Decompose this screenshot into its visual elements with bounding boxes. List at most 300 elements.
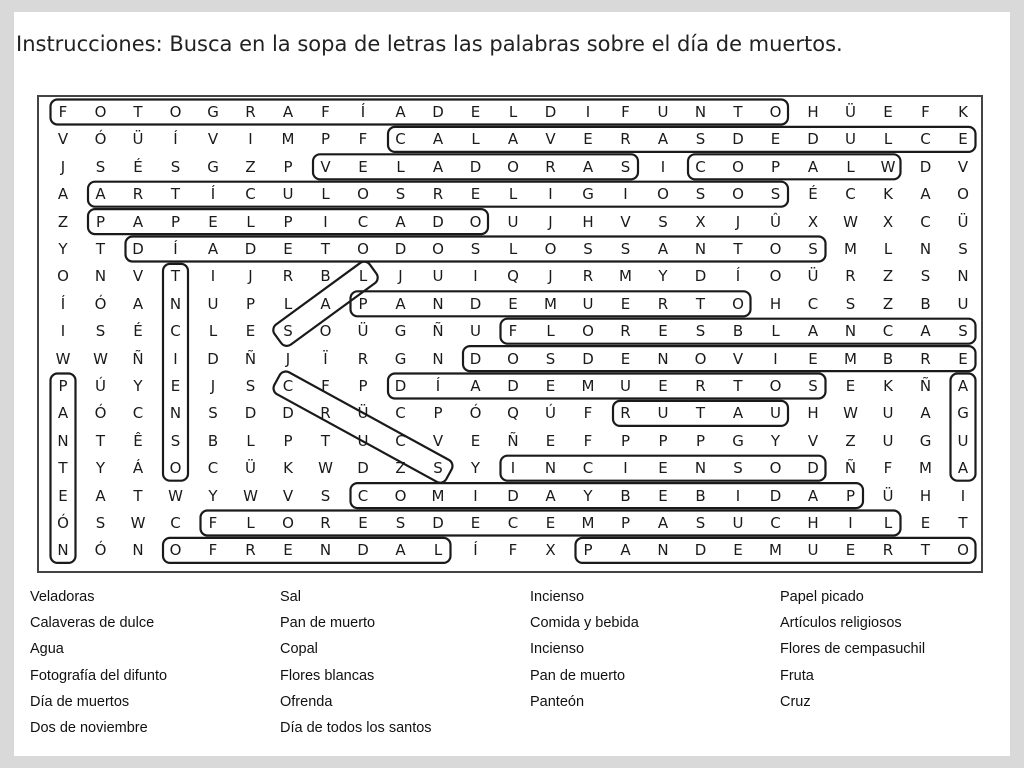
grid-letter: N [432, 294, 444, 313]
grid-letter: B [732, 322, 744, 341]
grid-letter: D [432, 514, 444, 532]
grid-letter: P [283, 212, 293, 231]
grid-letter: É [808, 185, 818, 204]
grid-letter: O [169, 459, 182, 478]
grid-letter: E [658, 322, 668, 341]
grid-letter: V [207, 130, 219, 149]
grid-letter: C [170, 322, 181, 341]
grid-letter: W [93, 349, 108, 368]
grid-letter: E [845, 377, 856, 395]
grid-letter: G [394, 322, 407, 341]
grid-letter: S [620, 240, 631, 258]
grid-letter: Ü [807, 267, 819, 286]
grid-letter: Í [173, 240, 178, 258]
grid-letter: E [358, 514, 368, 532]
grid-letter: O [432, 240, 444, 258]
grid-letter: D [469, 294, 482, 313]
grid-letter: Ü [845, 103, 856, 121]
grid-letter: O [544, 240, 557, 258]
grid-letter: A [657, 240, 669, 258]
grid-letter: Í [473, 541, 478, 560]
grid-letter: O [657, 185, 669, 204]
grid-letter: O [582, 322, 594, 341]
grid-letter: C [845, 185, 856, 204]
grid-letter: W [55, 349, 71, 368]
grid-letter: R [320, 404, 331, 423]
grid-letter: D [544, 103, 557, 121]
grid-letter: W [880, 157, 896, 176]
grid-letter: F [508, 322, 518, 341]
grid-letter: P [320, 130, 331, 149]
grid-letter: B [320, 267, 331, 286]
grid-letter: O [957, 185, 969, 204]
word-list-item: Calaveras de dulce [30, 615, 155, 632]
grid-letter: C [807, 294, 819, 313]
grid-letter: O [469, 212, 482, 231]
grid-letter: E [283, 240, 293, 258]
grid-letter: G [394, 349, 407, 368]
grid-letter: T [958, 514, 968, 532]
grid-letter: D [694, 541, 707, 560]
grid-letter: O [357, 185, 369, 204]
grid-letter: Q [507, 404, 519, 423]
grid-letter: Ü [132, 130, 144, 149]
grid-letter: A [920, 185, 931, 204]
grid-letter: J [210, 377, 216, 395]
word-list-item: Comida y bebida [530, 615, 639, 632]
grid-letter: N [919, 240, 932, 258]
grid-letter: G [207, 157, 219, 176]
grid-letter: C [770, 514, 781, 532]
grid-letter: Z [57, 212, 69, 231]
grid-letter: G [582, 185, 594, 204]
grid-letter: S [545, 349, 556, 368]
grid-letter: B [695, 486, 706, 505]
grid-letter: E [958, 130, 968, 149]
grid-letter: Ñ [244, 349, 257, 368]
grid-letter: V [282, 486, 294, 505]
grid-letter: I [473, 267, 478, 286]
grid-letter: D [357, 459, 369, 478]
grid-letter: R [357, 349, 369, 368]
grid-letter: L [246, 212, 255, 231]
grid-letter: V [320, 157, 331, 176]
grid-letter: E [508, 294, 518, 313]
grid-letter: T [733, 377, 743, 395]
grid-letter: O [169, 541, 182, 560]
grid-letter: V [545, 130, 556, 149]
grid-letter: N [169, 294, 182, 313]
grid-letter: L [771, 322, 780, 341]
grid-letter: A [132, 212, 144, 231]
grid-letter: S [208, 404, 218, 423]
grid-letter: R [620, 322, 631, 341]
grid-letter: J [548, 267, 553, 286]
grid-letter: I [248, 130, 253, 149]
grid-letter: W [318, 459, 333, 478]
grid-letter: P [358, 377, 368, 395]
grid-letter: D [432, 212, 444, 231]
grid-letter: V [807, 431, 819, 450]
grid-letter: O [94, 103, 107, 121]
grid-letter: O [957, 541, 969, 560]
grid-letter: O [507, 157, 519, 176]
grid-letter: L [883, 514, 893, 532]
word-list-item: Sal [280, 589, 301, 605]
grid-letter: D [769, 486, 782, 505]
grid-letter: O [319, 322, 332, 341]
grid-letter: H [919, 486, 932, 505]
grid-letter: A [57, 185, 69, 204]
word-list-item: Artículos religiosos [780, 615, 902, 632]
word-list-item: Agua [30, 641, 64, 658]
grid-letter: I [173, 349, 178, 368]
grid-letter: P [845, 486, 856, 505]
grid-letter: A [807, 486, 819, 505]
grid-letter: Ñ [844, 459, 857, 478]
grid-letter: G [919, 431, 932, 450]
grid-letter: S [845, 294, 856, 313]
word-list [30, 586, 990, 746]
grid-letter: D [469, 157, 482, 176]
grid-letter: A [920, 322, 931, 341]
grid-letter: S [95, 514, 106, 532]
grid-letter: U [620, 377, 631, 395]
grid-letter: U [957, 294, 969, 313]
grid-letter: U [845, 130, 856, 149]
grid-letter: B [920, 294, 931, 313]
word-list-item: Veladoras [30, 589, 95, 605]
grid-letter: W [168, 486, 183, 505]
grid-letter: L [246, 431, 255, 450]
grid-letter: H [582, 212, 594, 231]
grid-letter: F [58, 103, 68, 121]
grid-letter: Í [360, 103, 366, 121]
grid-letter: O [394, 486, 407, 505]
grid-letter: P [283, 431, 293, 450]
grid-letter: O [769, 377, 782, 395]
grid-letter: A [807, 322, 819, 341]
grid-letter: Ó [94, 130, 107, 149]
grid-letter: A [282, 103, 294, 121]
grid-letter: A [957, 377, 969, 395]
grid-letter: Ú [95, 377, 106, 395]
grid-letter: E [620, 349, 631, 368]
grid-letter: A [545, 486, 556, 505]
grid-letter: K [883, 377, 893, 395]
grid-letter: O [769, 459, 782, 478]
grid-letter: Z [882, 294, 894, 313]
grid-letter: B [620, 486, 631, 505]
grid-letter: S [770, 185, 781, 204]
grid-letter: D [582, 349, 594, 368]
grid-letter: A [807, 157, 819, 176]
grid-letter: A [432, 130, 444, 149]
grid-letter: I [623, 185, 628, 204]
grid-letter: L [546, 322, 555, 341]
grid-letter: C [132, 404, 144, 423]
grid-letter: S [95, 322, 106, 341]
grid-letter: G [957, 404, 969, 423]
grid-letter: Í [173, 130, 178, 149]
grid-letter: J [248, 267, 253, 286]
grid-letter: D [694, 267, 707, 286]
grid-letter: A [395, 541, 406, 560]
grid-letter: R [282, 267, 294, 286]
grid-letter: S [470, 240, 481, 258]
grid-letter: F [321, 103, 330, 121]
grid-letter: A [207, 240, 219, 258]
grid-letter: S [620, 157, 631, 176]
grid-letter: L [358, 267, 368, 286]
grid-letter: T [133, 486, 143, 505]
grid-letter: I [210, 267, 216, 286]
grid-letter: Ü [882, 486, 894, 505]
grid-letter: O [694, 349, 707, 368]
grid-letter: M [844, 240, 857, 258]
grid-letter: P [283, 157, 293, 176]
grid-letter: Í [210, 185, 216, 204]
grid-letter: C [207, 459, 219, 478]
grid-letter: Ï [323, 349, 328, 368]
grid-letter: Ñ [919, 377, 932, 395]
grid-letter: E [545, 431, 556, 450]
grid-letter: E [470, 185, 481, 204]
grid-letter: K [283, 459, 293, 478]
grid-letter: É [133, 157, 143, 176]
grid-letter: O [357, 240, 369, 258]
grid-letter: P [770, 157, 781, 176]
grid-letter: F [208, 514, 218, 532]
grid-letter: E [470, 514, 481, 532]
grid-letter: H [807, 514, 819, 532]
grid-letter: A [432, 157, 444, 176]
grid-letter: R [132, 185, 144, 204]
grid-letter: E [845, 541, 856, 560]
grid-letter: A [395, 294, 406, 313]
grid-letter: E [658, 459, 668, 478]
grid-letter: U [770, 404, 781, 423]
grid-letter: A [320, 294, 331, 313]
grid-letter: L [508, 103, 518, 121]
grid-letter: P [58, 377, 68, 395]
grid-letter: A [395, 103, 406, 121]
grid-letter: T [58, 459, 68, 478]
grid-letter: É [133, 322, 143, 341]
grid-letter: E [658, 377, 668, 395]
grid-letter: N [657, 541, 669, 560]
grid-letter: R [620, 130, 631, 149]
grid-letter: S [170, 431, 181, 450]
grid-letter: A [470, 377, 481, 395]
grid-letter: C [920, 130, 931, 149]
grid-letter: V [132, 267, 144, 286]
grid-letter: L [283, 294, 293, 313]
grid-letter: U [470, 322, 481, 341]
grid-letter: U [807, 541, 819, 560]
grid-letter: N [94, 267, 107, 286]
word-list-item: Panteón [530, 693, 585, 710]
grid-letter: M [581, 514, 595, 532]
word-list-item: Flores de cempasuchil [780, 641, 926, 658]
grid-letter: R [620, 404, 631, 423]
grid-letter: Ó [57, 514, 69, 532]
grid-letter: A [507, 130, 519, 149]
grid-letter: U [732, 514, 744, 532]
grid-letter: N [57, 431, 69, 450]
grid-letter: K [958, 103, 968, 121]
grid-letter: B [207, 431, 219, 450]
grid-letter: Í [735, 267, 741, 286]
grid-letter: N [657, 349, 669, 368]
grid-letter: U [657, 404, 669, 423]
grid-letter: P [658, 431, 668, 450]
grid-letter: Ó [94, 294, 107, 313]
grid-letter: R [920, 349, 931, 368]
grid-letter: E [545, 514, 556, 532]
grid-letter: R [582, 267, 594, 286]
grid-letter: N [544, 459, 557, 478]
grid-letter: S [395, 514, 406, 532]
grid-letter: A [582, 157, 594, 176]
word-list-item: Cruz [780, 693, 811, 710]
grid-letter: D [207, 349, 219, 368]
grid-letter: A [620, 541, 631, 560]
grid-letter: E [58, 486, 68, 505]
grid-letter: L [396, 157, 405, 176]
grid-letter: V [957, 157, 969, 176]
grid-letter: I [473, 486, 478, 505]
grid-letter: O [769, 240, 782, 258]
grid-letter: C [395, 404, 406, 423]
grid-letter: E [470, 431, 481, 450]
grid-letter: L [508, 240, 518, 258]
grid-letter: I [60, 322, 66, 341]
grid-letter: Z [845, 431, 856, 450]
grid-letter: A [395, 212, 406, 231]
grid-letter: T [95, 431, 106, 450]
grid-letter: X [545, 541, 556, 560]
grid-letter: A [657, 514, 669, 532]
grid-letter: C [920, 212, 931, 231]
grid-letter: Ó [94, 404, 107, 423]
grid-letter: A [957, 459, 969, 478]
grid-letter: Y [583, 486, 593, 505]
grid-letter: Ú [545, 404, 556, 423]
grid-letter: Û [770, 212, 781, 231]
grid-letter: C [282, 377, 294, 395]
grid-letter: X [807, 212, 819, 231]
grid-letter: S [808, 377, 818, 395]
grid-letter: R [545, 157, 556, 176]
grid-letter: V [620, 212, 631, 231]
word-list-item: Pan de muerto [280, 615, 376, 632]
grid-letter: A [657, 130, 669, 149]
grid-letter: O [282, 514, 294, 532]
grid-letter: E [170, 377, 181, 395]
grid-letter: D [394, 240, 407, 258]
grid-letter: E [470, 103, 481, 121]
grid-letter: U [582, 294, 594, 313]
grid-letter: C [507, 514, 519, 532]
grid-letter: I [960, 486, 966, 505]
grid-letter: S [695, 514, 706, 532]
grid-letter: M [844, 349, 857, 368]
instructions-title: Instrucciones: Busca en la sopa de letras las palabras sobre el día de muertos. [16, 32, 843, 56]
grid-letter: V [57, 130, 69, 149]
grid-letter: E [920, 514, 931, 532]
grid-letter: C [582, 459, 594, 478]
grid-letter: E [658, 486, 668, 505]
grid-letter: J [548, 212, 553, 231]
grid-letter: I [848, 514, 853, 532]
grid-letter: L [208, 322, 218, 341]
grid-letter: Ü [357, 404, 369, 423]
grid-letter: R [657, 294, 669, 313]
grid-letter: T [695, 404, 706, 423]
grid-letter: T [170, 267, 181, 286]
grid-letter: Ó [94, 541, 107, 560]
grid-letter: R [245, 103, 256, 121]
grid-letter: Ñ [507, 431, 519, 450]
grid-letter: R [320, 514, 331, 532]
grid-letter: O [769, 267, 782, 286]
grid-letter: Y [208, 486, 218, 505]
grid-letter: D [132, 240, 144, 258]
grid-letter: I [510, 459, 516, 478]
grid-letter: D [807, 459, 819, 478]
word-list-item: Flores blancas [280, 667, 375, 684]
word-list-item: Fotografía del difunto [30, 667, 168, 684]
grid-letter: Y [470, 459, 481, 478]
grid-letter: Í [435, 377, 441, 395]
grid-letter: V [732, 349, 744, 368]
grid-letter: D [507, 486, 519, 505]
grid-letter: X [882, 212, 894, 231]
grid-letter: U [282, 185, 294, 204]
grid-letter: A [920, 404, 931, 423]
grid-letter: F [508, 541, 518, 560]
grid-letter: M [581, 377, 595, 395]
grid-letter: E [208, 212, 218, 231]
grid-letter: Y [658, 267, 668, 286]
grid-letter: H [807, 103, 819, 121]
grid-letter: R [245, 541, 256, 560]
grid-letter: E [883, 103, 893, 121]
grid-letter: D [244, 404, 257, 423]
grid-letter: N [844, 322, 857, 341]
grid-letter: L [846, 157, 855, 176]
grid-letter: M [619, 267, 632, 286]
grid-letter: L [883, 240, 893, 258]
word-list-item: Fruta [780, 667, 814, 684]
grid-letter: I [735, 486, 741, 505]
grid-letter: D [732, 130, 744, 149]
grid-letter: S [958, 240, 968, 258]
grid-letter: R [845, 267, 856, 286]
grid-letter: J [735, 212, 741, 231]
grid-letter: Ê [133, 431, 143, 450]
grid-letter: J [398, 267, 403, 286]
grid-letter: S [695, 322, 706, 341]
grid-letter: S [433, 459, 443, 478]
grid-letter: Q [507, 267, 519, 286]
grid-letter: V [432, 431, 444, 450]
grid-letter: F [583, 431, 593, 450]
grid-letter: T [733, 240, 743, 258]
word-list-item: Día de todos los santos [280, 720, 432, 736]
word-search-puzzle [30, 90, 990, 582]
